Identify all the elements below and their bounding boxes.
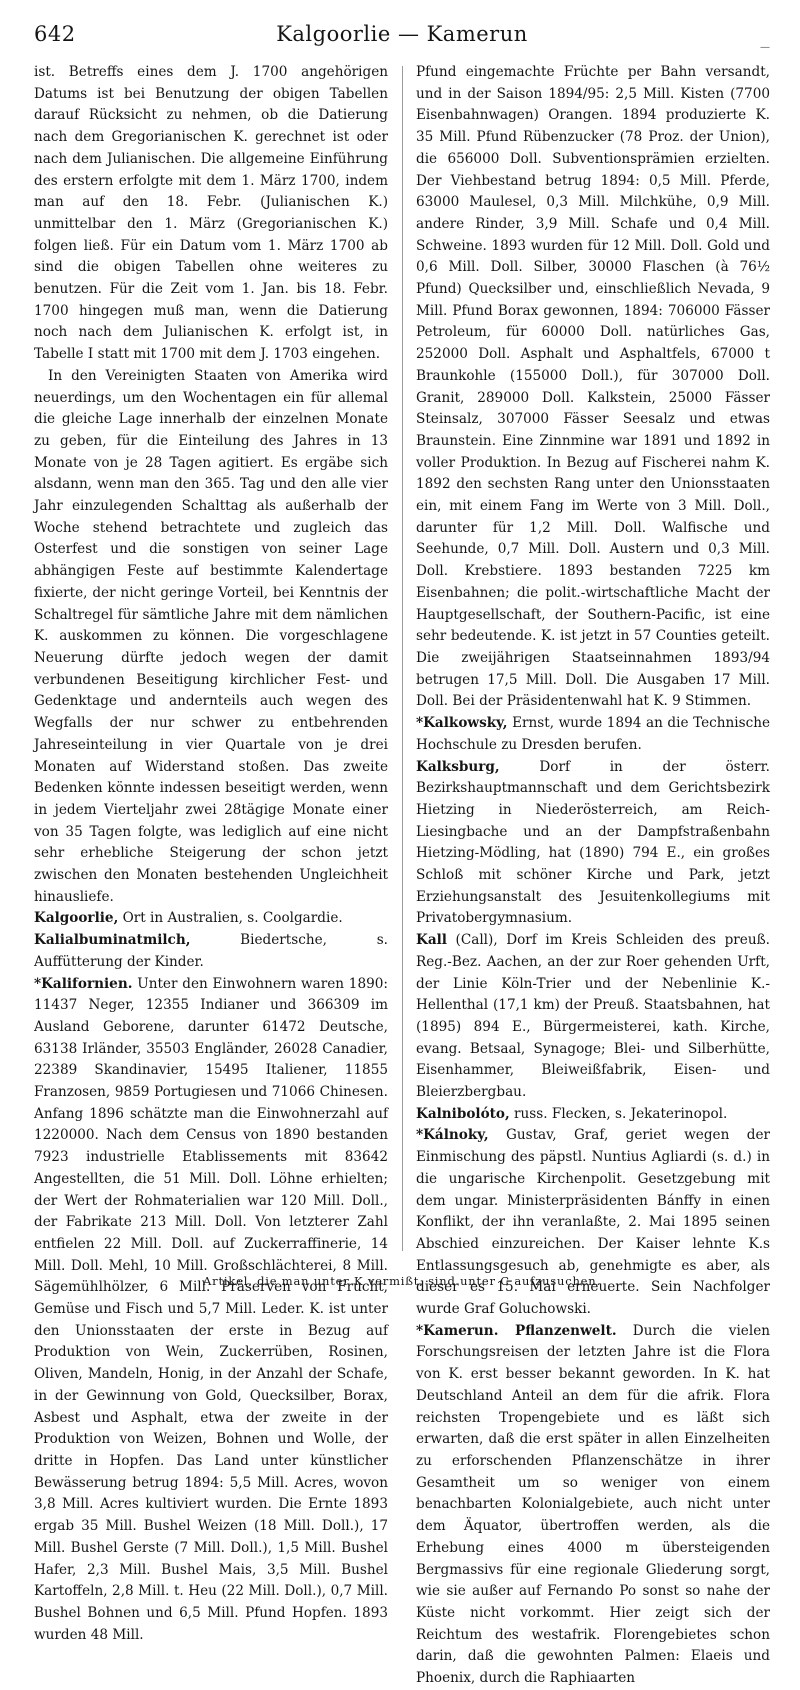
corner-mark: — [760,42,770,53]
entry-kall [416,930,770,1104]
entry-lemma: *Kálnoky, [416,1127,489,1144]
entry-kalksburg [416,757,770,931]
entry-text: Unter den Einwohnern waren 1890: 11437 Neger, 12355 Indianer und 366309 im Ausland Geborene, darunter 61472 Deutsche, 63138 Irländer, 35503 Engländer, 26028 Canadier, 22389 Skandinavier, 15495 Italiener, 11855 Franzosen, 9859 Portugiesen und 71066 Chinesen. Anfang 1896 schätzte man die Einwohnerzahl auf 1220000. Nach dem Census von 1890 bestanden 7923 industrielle Etablissements mit 83642 Angestellten, die 51 Mill. Doll. Löhne erhielten; der Wert der Rohmaterialien war 120 Mill. Doll., der Fabrikate 213 Mill. Doll. Von letzterer Zahl entfielen 22 Mill. Doll. auf Zuckerraffinerie, 14 Mill. Doll. Mehl, 10 Mill. Großschlächterei, 8 Mill. Sägemühlhölzer, 6 Mill. Präserven von Frucht, Gemüse und Fisch und 5,7 Mill. Leder. K. ist unter den Unionsstaaten der erste in Bezug auf Produktion von Wein, Zuckerrüben, Rosinen, Oliven, Mandeln, Honig, in der Anzahl der Schafe, in der Gewinnung von Gold, Quecksilber, Borax, Asbest und Asphalt, etwa der zweite in der Produktion von Weizen, Bohnen und Wolle, der dritte in Hopfen. Das Land unter künstlicher Bewässerung betrug 1894: 5,5 Mill. Acres, wovon 3,8 Mill. Acres kultiviert wurden. Die Ernte 1893 ergab 35 Mill. Bushel Weizen (18 Mill. Doll.), 17 Mill. Bushel Gerste (7 Mill. Doll.), 1,5 Mill. Bushel Hafer, 2,3 Mill. Bushel Mais, 3,5 Mill. Bushel Kartoffeln, 2,8 Mill. t. Heu (22 Mill. Doll.), 0,7 Mill. Bushel Bohnen und 6,5 Mill. Pfund Hopfen. 1893 wurden 48 Mill. [34,975,388,1643]
entry-kalgoorlie [34,908,388,930]
entry-lemma: *Kalifornien. [34,975,133,992]
entry-lemma: *Kalkowsky, [416,715,508,732]
left-column [34,62,388,1643]
page-number: 642 [34,22,76,46]
column-divider [402,66,403,1251]
entry-text: Ernst, wurde 1894 an die Technische Hochschule zu Dresden berufen. [416,715,770,753]
entry-lemma: Kalksburg, [416,758,500,775]
entry-kalifornien [34,974,388,1647]
entry-lemma: *Kamerun. Pflanzenwelt. [416,1322,617,1339]
entry-text: Biedertsche, s. Auffütterung der Kinder. [34,932,388,970]
entry-text: Gustav, Graf, geriet wegen der Einmischung des päpstl. Nuntius Agliardi (s. d.) in die ungarische Kirchenpolit. Gesetzgebung mit dem ungar. Ministerpräsidenten Bánffy in einen Konflikt, der ihn veranlaßte, 2. Mai 1895 seinen Abschied einzureichen. Der Kaiser lehnte K.s Entlassungsgesuch ab, genehmigte es aber, als dieser es 15. Mai erneuerte. Sein Nachfolger wurde Graf Goluchowski. [416,1127,770,1318]
entry-kamerun [416,1321,770,1690]
entry-text: Ort in Australien, s. Coolgardie. [118,910,343,927]
entry-lemma: Kall [416,932,447,949]
entry-text: russ. Flecken, s. Jekaterinopol. [509,1105,728,1122]
running-head: Kalgoorlie — Kamerun [276,22,528,46]
entry-text: Durch die vielen Forschungsreisen der letzten Jahre ist die Flora von K. erst besser bekannt geworden. In K. hat Deutschland Anteil an dem für die afrik. Flora reichsten Tropengebiete und es läßt sich erwarten, daß die erst später in allen Einzelheiten zu erforschenden Pflanzenschätze in ihrer Gesamtheit um so weniger von einem benachbarten Kolonialgebiete, auch nicht unter dem Äquator, übertroffen werden, als die Erhebung eines 4000 m übersteigenden Bergmassivs für eine regionale Gliederung sorgt, wie sie außer auf Fernando Po sonst so nahe der Küste nicht vorkommt. Hier zeigt sich der Reichtum des westafrik. Florengebietes schon darin, daß die gewohnten Palmen: Elaeis und Phoenix, durch die Raphiaarten [416,1322,770,1687]
entry-kalialbuminatmilch [34,930,388,973]
entry-lemma: Kalnibolóto, [416,1105,510,1122]
page-footer-note: Artikel, die man unter K vermißt, sind unter C aufzusuchen. [203,1274,601,1288]
paragraph-kalifornien-continued: Pfund eingemachte Früchte per Bahn versandt, und in der Saison 1894/95: 2,5 Mill. Kisten (7700 Eisenbahnwagen) Orangen. 1894 produzierte K. 35 Mill. Pfund Rübenzucker (78 Proz. der Union), die 656000 Doll. Subventionsprämien erzielten. Der Viehbestand betrug 1894: 0,5 Mill. Pferde, 63000 Maulesel, 0,3 Mill. Milchkühe, 0,9 Mill. andere Rinder, 3,9 Mill. Schafe und 0,4 Mill. Schweine. 1893 wurden für 12 Mill. Doll. Gold und 0,6 Mill. Doll. Silber, 30000 Flaschen (à 76½ Pfund) Quecksilber und, einschließlich Nevada, 9 Mill. Pfund Borax gewonnen, 1894: 706000 Fässer Petroleum, für 60000 Doll. natürliches Gas, 252000 Doll. Asphalt und Asphaltfels, 67000 t Braunkohle (155000 Doll.), für 307000 Doll. Granit, 289000 Doll. Kalkstein, 25000 Fässer Steinsalz, 307000 Fässer Seesalz und etwas Braunstein. Eine Zinnmine war 1891 und 1892 in voller Produktion. In Bezug auf Fischerei nahm K. 1892 den sechsten Rang unter den Unionsstaaten ein, mit einem Fang im Werte von 3 Mill. Doll., darunter für 1,2 Mill. Doll. Walfische und Seehunde, 0,7 Mill. Doll. Austern und 0,3 Mill. Doll. Krebstiere. 1893 bestanden 7225 km Eisenbahnen; die polit.-wirtschaftliche Macht der Hauptgesellschaft, der Southern-Pacific, ist eine sehr bedeutende. K. ist jetzt in 57 Counties geteilt. Die zweijährigen Staatseinnahmen 1893/94 betrugen 17,5 Mill. Doll. Die Ausgaben 17 Mill. Doll. Bei der Präsidentenwahl hat K. 9 Stimmen. [416,64,770,710]
paragraph-continuation: ist. Betreffs eines dem J. 1700 angehörigen Datums ist bei Benutzung der obigen Tabellen darauf Rücksicht zu nehmen, ob die Datierung nach dem Gregorianischen K. gerechnet ist oder nach dem Julianischen. Die allgemeine Einführung des erstern erfolgte mit dem 1. März 1700, indem man auf den 18. Febr. (Julianischen K.) unmittelbar den 1. März (Gregorianischen K.) folgen ließ. Für ein Datum vom 1. März 1700 ab sind die obigen Tabellen ohne weiteres zu benutzen. Für die Zeit vom 1. Jan. bis 18. Febr. 1700 hingegen muß man, wenn die Datierung noch nach dem Julianischen K. erfolgt ist, in Tabelle I statt mit 1700 mit dem J. 1703 eingehen. [34,64,388,363]
entry-kalnoky [416,1125,770,1320]
right-column [416,62,770,1687]
entry-text: (Call), Dorf im Kreis Schleiden des preuß. Reg.-Bez. Aachen, an der zur Roer gehenden Urft, der Linie Köln-Trier und der Nebenlinie K.-Hellenthal (17,1 km) der Preuß. Staatsbahnen, hat (1895) 894 E., Bürgermeisterei, kath. Kirche, evang. Betsaal, Synagoge; Blei- und Silberhütte, Eisenhammer, Bleiweißfabrik, Eisen- und Bleierzbergbau. [416,932,770,1101]
page-header [34,20,770,62]
entry-lemma: Kalgoorlie, [34,910,119,927]
entry-text: Dorf in der österr. Bezirkshauptmannschaft und dem Gerichtsbezirk Hietzing in Niederösterreich, am Reich-Liesingbache und an der Dampfstraßenbahn Hietzing-Mödling, hat (1890) 794 E., ein großes Schloß mit schöner Kirche und Park, jetzt Erziehungsanstalt des Jesuitenkollegiums mit Privatobergymnasium. [416,758,770,927]
entry-lemma: Kalialbuminatmilch, [34,932,191,949]
entry-kalkowsky [416,713,770,756]
entry-kalnibolóto [416,1104,770,1126]
paragraph-calendar-reform: In den Vereinigten Staaten von Amerika wird neuerdings, um den Wochentagen ein für allemal die gleiche Lage innerhalb der einzelnen Monate zu geben, für die Einteilung des Jahres in 13 Monate von je 28 Tagen agitiert. Es ergäbe sich alsdann, wenn man den 365. Tag und den alle vier Jahr einzulegenden Schalttag als außerhalb der Woche stehend betrachtete und zugleich das Osterfest und die sonstigen von seiner Lage abhängigen Feste auf bestimmte Kalendertage fixierte, der nicht geringe Vorteil, bei Kenntnis der Schaltregel für sämtliche Jahre mit dem nämlichen K. auskommen zu können. Die vorgeschlagene Neuerung dürfte jedoch wegen der damit verbundenen Beseitigung kirchlicher Fest- und Gedenktage und andernteils auch wegen des Wegfalls der nur schwer zu entbehrenden Jahreseinteilung in vier Quartale von je drei Monaten auf Widerstand stoßen. Das zweite Bedenken könnte indessen beseitigt werden, wenn in jedem Vierteljahr zwei 28tägige Monate einer von 35 Tagen folgte, was lediglich auf eine nicht sehr erhebliche Steigerung der schon jetzt zwischen den Monaten bestehenden Ungleichheit hinausliefe. [34,367,388,905]
